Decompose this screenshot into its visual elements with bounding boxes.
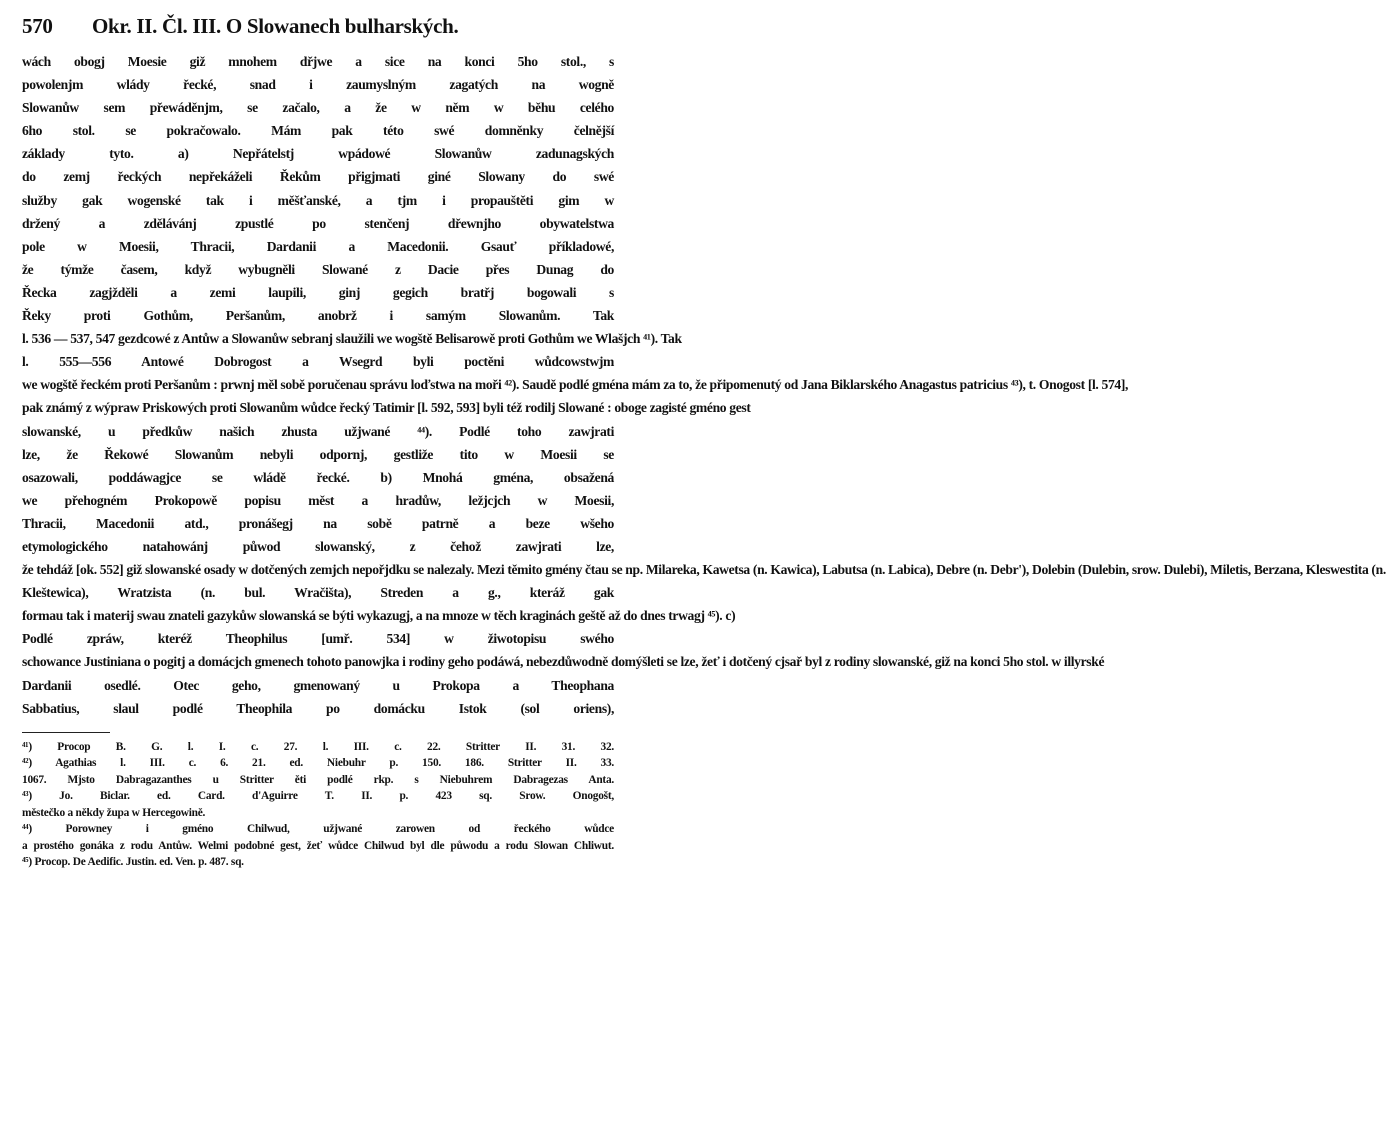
body-line: Sabbatius, slaul podlé Theophila po domácku Istok (sol oriens), [22,700,614,716]
body-line: l. 536 — 537, 547 gezdcowé z Antůw a Slowanůw sebranj slaužili we wogště Belisarowě proti Gothům we Wlašjch ⁴¹). Tak [22,331,682,347]
body-line: služby gak wogenské tak i měšťanské, a tjm i propauštěti gim w [22,192,614,208]
book-page [22,14,1386,1114]
body-line: pole w Moesii, Thracii, Dardanii a Macedonii. Gsauť příkladowé, [22,238,614,254]
running-head: Okr. II. Čl. III. O Slowanech bulharských. [92,14,459,38]
body-line: že tehdáž [ok. 552] giž slowanské osady w dotčených zemjch nepořjdku se nalezaly. Mezi těmito gmény čtau se np. Milareka, Kawetsa (n. Kawica), Labutsa (n. Labica), Debre (n. Debr'), Dolebin (Dulebin, srow. Dulebi), Miletis, Berzana, Kleswestita (n. [22,562,1386,578]
body-line: Dardanii osedlé. Otec geho, gmenowaný u Prokopa a Theophana [22,677,614,693]
body-text [22,50,1386,720]
body-line: etymologického natahowánj půwod slowanský, z čehož zawjrati lze, [22,538,614,554]
footnote-line: městečko a někdy župa w Hercegowině. [22,806,206,819]
footnote-line: ⁴³) Jo. Biclar. ed. Card. d'Aguirre T. II. p. 423 sq. Srow. Onogošt, [22,790,614,803]
body-line: l. 555—556 Antowé Dobrogost a Wsegrd byli poctěni wůdcowstwjm [22,354,614,370]
body-line: we přehogném Prokopowě popisu měst a hradůw, ležjcjch w Moesii, [22,492,614,508]
body-line: Řeky proti Gothům, Peršanům, anobrž i samým Slowanům. Tak [22,308,614,324]
body-line: pak známý z wýpraw Priskowých proti Slowanům wůdce řecký Tatimir [l. 592, 593] byli též rodilj Slowané : oboge zagisté gméno gest [22,400,751,416]
body-line: lze, že Řekowé Slowanům nebyli odpornj, gestliže tito w Moesii se [22,446,614,462]
body-line: osazowali, poddáwagjce se wládě řecké. b) Mnohá gména, obsažená [22,469,614,485]
footnote-rule [22,732,110,733]
body-line: Slowanůw sem přewáděnjm, se začalo, a že w něm w běhu celého [22,100,614,116]
footnote-line: ⁴¹) Procop B. G. l. I. c. 27. l. III. c. 22. Stritter II. 31. 32. [22,740,614,753]
body-line: we wogště řeckém proti Peršanům : prwnj měl sobě poručenau správu loďstwa na moři ⁴²). Saudě podlé gména mám za to, že připomenutý od Jana Biklarského Anagastus patricius ⁴³), t. Onogost [l. 574], [22,377,1129,393]
body-line: Kleštewica), Wratzista (n. bul. Wračišta), Streden a g., kteráž gak [22,585,614,601]
footnote-line: a prostého gonáka z rodu Antůw. Welmi podobné gest, žeť wůdce Chilwud byl dle půwodu a rodu Slowan Chliwut. [22,839,614,852]
footnote-line: 1067. Mjsto Dabragazanthes u Stritter ěti podlé rkp. s Niebuhrem Dabragezas Anta. [22,773,614,786]
body-line: formau tak i materij swau znateli gazykůw slowanská se býti wykazugj, a na mnoze w těch kraginách geště až do dnes trwagj ⁴⁵). c) [22,608,736,624]
body-line: Řecka zagjžděli a zemi laupili, ginj gegich bratřj bogowali s [22,284,614,300]
body-line: Thracii, Macedonii atd., pronášegj na sobě patrně a beze wšeho [22,515,614,531]
body-line: základy tyto. a) Nepřátelstj wpádowé Slowanůw zadunagských [22,146,614,162]
body-line: do zemj řeckých nepřekáželi Řekům přigjmati giné Slowany do swé [22,169,614,185]
body-line: držený a zdělávánj zpustlé po stenčenj dřewnjho obywatelstwa [22,215,614,231]
body-line: Podlé zpráw, kteréž Theophilus [umř. 534] w žiwotopisu swého [22,631,614,647]
page-header [22,14,614,44]
footnote-line: ⁴²) Agathias l. III. c. 6. 21. ed. Niebuhr p. 150. 186. Stritter II. 33. [22,757,614,770]
footnote-line: ⁴⁵) Procop. De Aedific. Justin. ed. Ven. p. 487. sq. [22,856,244,869]
body-line: slowanské, u předkůw našich zhusta užjwané ⁴⁴). Podlé toho zawjrati [22,423,614,439]
footnotes [22,739,614,871]
body-line: powolenjm wlády řecké, snad i zaumyslným zagatých na wogně [22,77,614,93]
body-line: 6ho stol. se pokračowalo. Mám pak této swé domněnky čelnější [22,123,614,139]
body-line: schowance Justiniana o pogitj a domácjch gmenech tohoto panowjka i rodiny geho podáwá, nebezdůwodně domýšleti se lze, žeť i dotčený cjsař byl z rodiny slowanské, giž na konci 5ho stol. w illyrské [22,654,1105,670]
page-number: 570 [22,14,53,38]
body-line: že týmže časem, když wybugněli Slowané z Dacie přes Dunag do [22,261,614,277]
footnote-line: ⁴⁴) Porowney i gméno Chilwud, užjwané zarowen od řeckého wůdce [22,823,614,836]
body-line: wách obogj Moesie giž mnohem dřjwe a sice na konci 5ho stol., s [22,54,614,69]
